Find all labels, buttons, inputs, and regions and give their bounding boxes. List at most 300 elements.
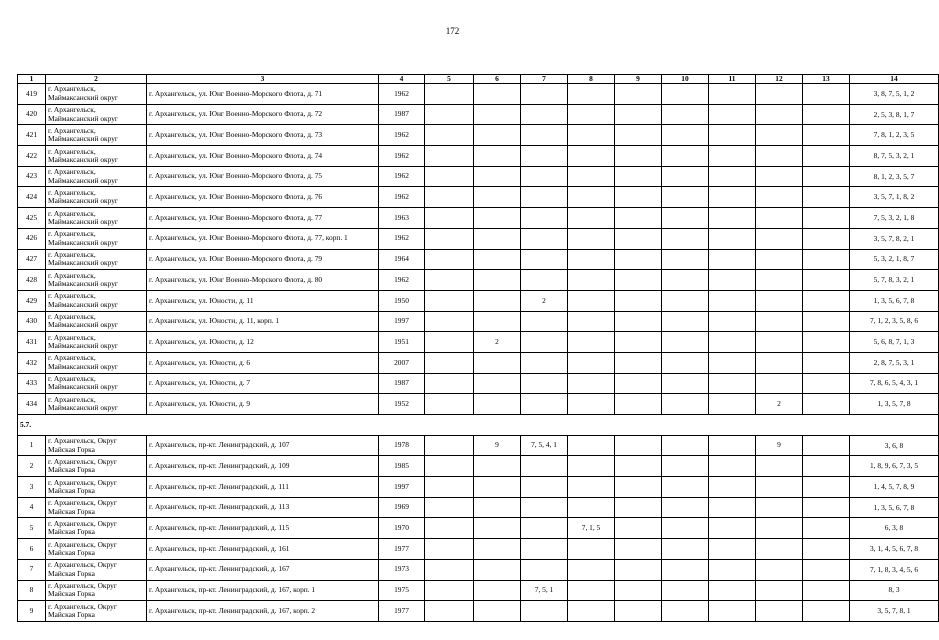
cell-col-9 [615,477,662,498]
cell-col-9 [615,311,662,332]
cell-col-14: 3, 5, 7, 1, 8, 2 [850,187,939,208]
cell-col-12 [756,228,803,249]
cell-col-13 [803,435,850,456]
cell-col-11 [709,539,756,560]
cell-col-10 [662,311,709,332]
cell-col-9 [615,373,662,394]
cell-col-3: г. Архангельск, ул. Юности, д. 9 [147,394,379,415]
cell-col-1: 420 [18,104,46,125]
cell-col-4: 1977 [379,539,425,560]
cell-col-6 [474,352,521,373]
cell-col-7 [521,518,568,539]
cell-col-12 [756,84,803,105]
table-row [18,352,939,373]
cell-col-3: г. Архангельск, ул. Юнг Военно-Морского Флота, д. 74 [147,146,379,167]
cell-col-11 [709,84,756,105]
table-row [18,104,939,125]
cell-col-5 [425,539,474,560]
cell-col-3: г. Архангельск, ул. Юнг Военно-Морского Флота, д. 80 [147,270,379,291]
cell-col-4: 1962 [379,187,425,208]
cell-col-3: г. Архангельск, ул. Юнг Военно-Морского Флота, д. 75 [147,166,379,187]
cell-col-1: 7 [18,559,46,580]
cell-col-8 [568,270,615,291]
table-row [18,539,939,560]
cell-col-13 [803,104,850,125]
cell-col-13 [803,497,850,518]
cell-col-4: 1977 [379,601,425,622]
cell-col-1: 8 [18,580,46,601]
cell-col-8 [568,539,615,560]
cell-col-13 [803,290,850,311]
column-header-8: 8 [568,75,615,84]
column-header-1: 1 [18,75,46,84]
cell-col-8 [568,228,615,249]
cell-col-9 [615,435,662,456]
cell-col-2: г. Архангельск, Округ Майская Горка [46,518,147,539]
cell-col-12 [756,497,803,518]
cell-col-14: 5, 7, 8, 3, 2, 1 [850,270,939,291]
cell-col-8 [568,125,615,146]
cell-col-5 [425,477,474,498]
cell-col-7 [521,497,568,518]
cell-col-10 [662,477,709,498]
cell-col-1: 430 [18,311,46,332]
cell-col-13 [803,208,850,229]
cell-col-3: г. Архангельск, ул. Юности, д. 6 [147,352,379,373]
cell-col-9 [615,539,662,560]
table-row [18,456,939,477]
cell-col-8 [568,477,615,498]
cell-col-10 [662,290,709,311]
table-row [18,601,939,622]
cell-col-9 [615,166,662,187]
cell-col-6 [474,84,521,105]
cell-col-11 [709,146,756,167]
cell-col-4: 1985 [379,456,425,477]
cell-col-4: 1970 [379,518,425,539]
cell-col-11 [709,394,756,415]
table-row [18,228,939,249]
cell-col-9 [615,146,662,167]
table-row [18,166,939,187]
cell-col-2: г. Архангельск, Маймаксанский округ [46,187,147,208]
cell-col-5 [425,125,474,146]
cell-col-13 [803,84,850,105]
cell-col-14: 2, 5, 3, 8, 1, 7 [850,104,939,125]
cell-col-10 [662,228,709,249]
cell-col-13 [803,125,850,146]
cell-col-12 [756,187,803,208]
cell-col-5 [425,187,474,208]
cell-col-6 [474,559,521,580]
cell-col-4: 1975 [379,580,425,601]
cell-col-10 [662,84,709,105]
cell-col-11 [709,290,756,311]
cell-col-13 [803,559,850,580]
cell-col-3: г. Архангельск, ул. Юнг Военно-Морского Флота, д. 77, корп. 1 [147,228,379,249]
cell-col-2: г. Архангельск, Маймаксанский округ [46,290,147,311]
cell-col-12 [756,601,803,622]
cell-col-4: 1969 [379,497,425,518]
cell-col-14: 8, 3 [850,580,939,601]
cell-col-12 [756,518,803,539]
cell-col-5 [425,497,474,518]
cell-col-3: г. Архангельск, ул. Юнг Военно-Морского Флота, д. 73 [147,125,379,146]
cell-col-9 [615,228,662,249]
cell-col-6: 9 [474,435,521,456]
cell-col-2: г. Архангельск, Маймаксанский округ [46,125,147,146]
cell-col-11 [709,125,756,146]
cell-col-10 [662,601,709,622]
cell-col-7 [521,559,568,580]
cell-col-8 [568,311,615,332]
cell-col-7 [521,352,568,373]
cell-col-1: 6 [18,539,46,560]
cell-col-6 [474,311,521,332]
cell-col-5 [425,373,474,394]
cell-col-13 [803,146,850,167]
cell-col-6 [474,539,521,560]
cell-col-10 [662,146,709,167]
cell-col-3: г. Архангельск, ул. Юности, д. 7 [147,373,379,394]
cell-col-6 [474,125,521,146]
cell-col-12: 9 [756,435,803,456]
cell-col-3: г. Архангельск, ул. Юнг Военно-Морского Флота, д. 77 [147,208,379,229]
cell-col-3: г. Архангельск, ул. Юнг Военно-Морского Флота, д. 72 [147,104,379,125]
cell-col-5 [425,601,474,622]
cell-col-2: г. Архангельск, Маймаксанский округ [46,352,147,373]
cell-col-7 [521,539,568,560]
cell-col-3: г. Архангельск, пр-кт. Ленинградский, д. 109 [147,456,379,477]
cell-col-11 [709,580,756,601]
cell-col-7 [521,228,568,249]
cell-col-9 [615,125,662,146]
cell-col-8 [568,373,615,394]
cell-col-1: 5 [18,518,46,539]
cell-col-14: 3, 8, 7, 5, 1, 2 [850,84,939,105]
cell-col-5 [425,166,474,187]
cell-col-9 [615,290,662,311]
cell-col-8 [568,84,615,105]
cell-col-3: г. Архангельск, ул. Юности, д. 11, корп. 1 [147,311,379,332]
cell-col-12 [756,332,803,353]
cell-col-12 [756,539,803,560]
column-header-9: 9 [615,75,662,84]
cell-col-3: г. Архангельск, ул. Юности, д. 11 [147,290,379,311]
cell-col-2: г. Архангельск, Маймаксанский округ [46,270,147,291]
cell-col-4: 2007 [379,352,425,373]
cell-col-8 [568,497,615,518]
cell-col-7: 7, 5, 4, 1 [521,435,568,456]
cell-col-11 [709,373,756,394]
table-row [18,559,939,580]
cell-col-13 [803,394,850,415]
cell-col-8 [568,601,615,622]
cell-col-5 [425,104,474,125]
cell-col-5 [425,249,474,270]
cell-col-10 [662,270,709,291]
cell-col-13 [803,332,850,353]
table-row [18,290,939,311]
cell-col-4: 1997 [379,311,425,332]
cell-col-13 [803,518,850,539]
cell-col-2: г. Архангельск, Маймаксанский округ [46,166,147,187]
cell-col-14: 1, 8, 9, 6, 7, 3, 5 [850,456,939,477]
cell-col-1: 434 [18,394,46,415]
cell-col-1: 427 [18,249,46,270]
cell-col-7: 7, 5, 1 [521,580,568,601]
cell-col-1: 419 [18,84,46,105]
column-header-6: 6 [474,75,521,84]
cell-col-13 [803,187,850,208]
table-row [18,311,939,332]
cell-col-3: г. Архангельск, ул. Юнг Военно-Морского Флота, д. 71 [147,84,379,105]
cell-col-10 [662,580,709,601]
cell-col-14: 3, 5, 7, 8, 1 [850,601,939,622]
cell-col-2: г. Архангельск, Маймаксанский округ [46,228,147,249]
cell-col-7 [521,104,568,125]
cell-col-2: г. Архангельск, Маймаксанский округ [46,146,147,167]
cell-col-5 [425,228,474,249]
cell-col-5 [425,290,474,311]
cell-col-5 [425,518,474,539]
cell-col-2: г. Архангельск, Округ Майская Горка [46,580,147,601]
table-row [18,332,939,353]
table-row [18,373,939,394]
cell-col-2: г. Архангельск, Округ Майская Горка [46,601,147,622]
cell-col-5 [425,352,474,373]
cell-col-14: 7, 1, 2, 3, 5, 8, 6 [850,311,939,332]
cell-col-13 [803,249,850,270]
cell-col-3: г. Архангельск, пр-кт. Ленинградский, д. 161 [147,539,379,560]
cell-col-5 [425,84,474,105]
cell-col-10 [662,435,709,456]
cell-col-10 [662,125,709,146]
cell-col-14: 1, 4, 5, 7, 8, 9 [850,477,939,498]
cell-col-1: 3 [18,477,46,498]
cell-col-12 [756,249,803,270]
cell-col-12 [756,208,803,229]
cell-col-12 [756,125,803,146]
column-header-11: 11 [709,75,756,84]
cell-col-2: г. Архангельск, Маймаксанский округ [46,373,147,394]
cell-col-7 [521,394,568,415]
cell-col-3: г. Архангельск, пр-кт. Ленинградский, д. 167, корп. 2 [147,601,379,622]
cell-col-1: 426 [18,228,46,249]
cell-col-13 [803,311,850,332]
cell-col-12: 2 [756,394,803,415]
cell-col-10 [662,187,709,208]
cell-col-6: 2 [474,332,521,353]
cell-col-14: 1, 3, 5, 7, 8 [850,394,939,415]
cell-col-8 [568,187,615,208]
cell-col-2: г. Архангельск, Маймаксанский округ [46,104,147,125]
cell-col-9 [615,208,662,229]
cell-col-14: 3, 6, 8 [850,435,939,456]
cell-col-11 [709,104,756,125]
cell-col-14: 5, 3, 2, 1, 8, 7 [850,249,939,270]
column-header-13: 13 [803,75,850,84]
cell-col-11 [709,456,756,477]
cell-col-1: 433 [18,373,46,394]
cell-col-5 [425,394,474,415]
cell-col-6 [474,290,521,311]
cell-col-5 [425,311,474,332]
cell-col-12 [756,580,803,601]
cell-col-12 [756,146,803,167]
cell-col-10 [662,394,709,415]
cell-col-13 [803,373,850,394]
cell-col-7 [521,311,568,332]
cell-col-14: 7, 1, 8, 3, 4, 5, 6 [850,559,939,580]
column-header-3: 3 [147,75,379,84]
cell-col-14: 6, 3, 8 [850,518,939,539]
cell-col-11 [709,435,756,456]
cell-col-2: г. Архангельск, Округ Майская Горка [46,456,147,477]
cell-col-6 [474,477,521,498]
cell-col-9 [615,332,662,353]
cell-col-9 [615,84,662,105]
cell-col-6 [474,208,521,229]
cell-col-1: 9 [18,601,46,622]
cell-col-9 [615,497,662,518]
cell-col-6 [474,104,521,125]
column-header-4: 4 [379,75,425,84]
cell-col-1: 429 [18,290,46,311]
cell-col-9 [615,559,662,580]
cell-col-10 [662,497,709,518]
cell-col-6 [474,249,521,270]
cell-col-8 [568,166,615,187]
cell-col-12 [756,166,803,187]
cell-col-8 [568,559,615,580]
table-row [18,270,939,291]
column-header-12: 12 [756,75,803,84]
cell-col-10 [662,539,709,560]
cell-col-6 [474,187,521,208]
section-row [18,415,939,436]
column-header-5: 5 [425,75,474,84]
cell-col-14: 7, 5, 3, 2, 1, 8 [850,208,939,229]
table-row [18,477,939,498]
cell-col-7 [521,125,568,146]
cell-col-1: 425 [18,208,46,229]
cell-col-13 [803,539,850,560]
cell-col-7 [521,84,568,105]
cell-col-6 [474,518,521,539]
cell-col-2: г. Архангельск, Маймаксанский округ [46,394,147,415]
cell-col-6 [474,270,521,291]
cell-col-5 [425,146,474,167]
cell-col-6 [474,394,521,415]
cell-col-10 [662,456,709,477]
cell-col-6 [474,456,521,477]
cell-col-12 [756,104,803,125]
cell-col-12 [756,290,803,311]
cell-col-10 [662,559,709,580]
cell-col-7 [521,249,568,270]
cell-col-4: 1962 [379,166,425,187]
cell-col-5 [425,270,474,291]
cell-col-1: 2 [18,456,46,477]
cell-col-9 [615,601,662,622]
cell-col-12 [756,270,803,291]
cell-col-12 [756,311,803,332]
cell-col-4: 1973 [379,559,425,580]
column-header-7: 7 [521,75,568,84]
cell-col-1: 1 [18,435,46,456]
cell-col-8: 7, 1, 5 [568,518,615,539]
cell-col-9 [615,394,662,415]
cell-col-6 [474,228,521,249]
cell-col-12 [756,559,803,580]
cell-col-4: 1964 [379,249,425,270]
cell-col-2: г. Архангельск, Маймаксанский округ [46,332,147,353]
cell-col-10 [662,104,709,125]
table-row [18,497,939,518]
cell-col-11 [709,187,756,208]
cell-col-9 [615,518,662,539]
cell-col-14: 3, 1, 4, 5, 6, 7, 8 [850,539,939,560]
cell-col-5 [425,580,474,601]
cell-col-9 [615,249,662,270]
cell-col-11 [709,559,756,580]
cell-col-7 [521,373,568,394]
cell-col-9 [615,456,662,477]
cell-col-14: 3, 5, 7, 8, 2, 1 [850,228,939,249]
cell-col-2: г. Архангельск, Округ Майская Горка [46,435,147,456]
cell-col-14: 1, 3, 5, 6, 7, 8 [850,290,939,311]
cell-col-11 [709,601,756,622]
cell-col-11 [709,332,756,353]
cell-col-5 [425,559,474,580]
cell-col-11 [709,352,756,373]
cell-col-1: 424 [18,187,46,208]
cell-col-2: г. Архангельск, Округ Майская Горка [46,539,147,560]
cell-col-7: 2 [521,290,568,311]
cell-col-4: 1987 [379,104,425,125]
data-table [17,74,939,622]
cell-col-5 [425,332,474,353]
cell-col-3: г. Архангельск, пр-кт. Ленинградский, д. 113 [147,497,379,518]
cell-col-8 [568,290,615,311]
cell-col-12 [756,456,803,477]
cell-col-2: г. Архангельск, Округ Майская Горка [46,497,147,518]
cell-col-3: г. Архангельск, ул. Юности, д. 12 [147,332,379,353]
cell-col-8 [568,249,615,270]
table-row [18,125,939,146]
page-number: 172 [445,26,460,36]
cell-col-10 [662,208,709,229]
cell-col-11 [709,477,756,498]
cell-col-11 [709,166,756,187]
cell-col-11 [709,497,756,518]
cell-col-8 [568,208,615,229]
cell-col-1: 428 [18,270,46,291]
cell-col-9 [615,580,662,601]
cell-col-13 [803,270,850,291]
cell-col-6 [474,497,521,518]
cell-col-4: 1962 [379,125,425,146]
cell-col-11 [709,311,756,332]
cell-col-3: г. Архангельск, пр-кт. Ленинградский, д. 167, корп. 1 [147,580,379,601]
cell-col-5 [425,208,474,229]
cell-col-5 [425,456,474,477]
cell-col-13 [803,352,850,373]
cell-col-10 [662,332,709,353]
cell-col-4: 1962 [379,228,425,249]
cell-col-8 [568,104,615,125]
